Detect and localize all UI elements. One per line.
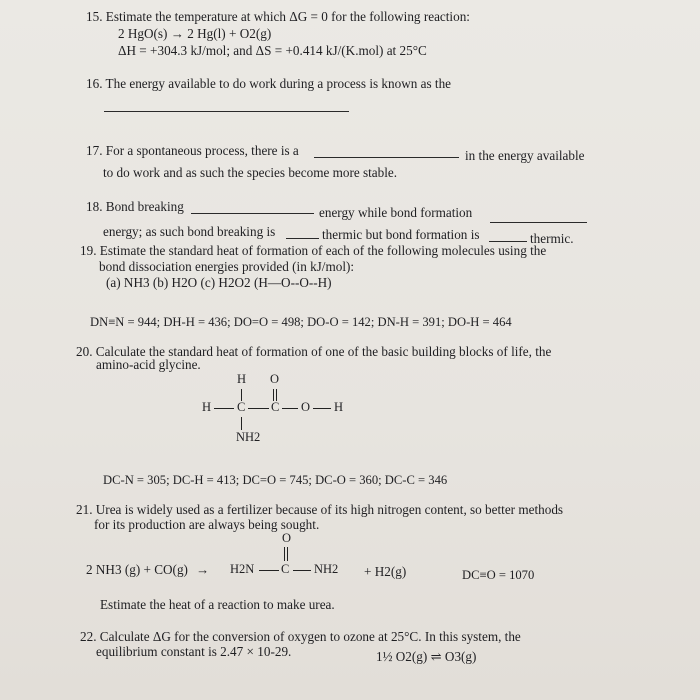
q19-line1: 19. Estimate the standard heat of formation of each of the following molecules using the [80, 243, 547, 258]
glycine-o-right: O [301, 400, 311, 414]
q20-line2: amino-acid glycine. [96, 357, 201, 372]
glycine-structure [200, 372, 360, 450]
q17-text-c: to do work and as such the species become more stable. [103, 165, 398, 180]
q15-reaction: 2 HgO(s) → 2 Hg(l) + O2(g) [118, 26, 272, 41]
urea-co-double-a [284, 547, 285, 561]
q19-molecules: (a) NH3 (b) H2O (c) H2O2 (H—O--O--H) [106, 275, 332, 290]
q21-line1: 21. Urea is widely used as a fertilizer because of its high nitrogen content, so better methods [76, 502, 564, 517]
q22-reaction: 1½ O2(g) ⇌ O3(g) [376, 649, 477, 664]
glycine-nh2: NH2 [236, 430, 261, 444]
bond-c1-n [241, 417, 242, 430]
urea-c: C [281, 562, 290, 576]
q21-arrow: → [196, 562, 210, 577]
q18-text-b: energy while bond formation [319, 205, 473, 220]
glycine-o-top: O [270, 372, 280, 386]
glycine-h-left: H [202, 400, 212, 414]
q17-answer-blank[interactable] [314, 157, 459, 158]
q15-thermo-data: ΔH = +304.3 kJ/mol; and ΔS = +0.414 kJ/(K.mol) at 25°C [118, 43, 427, 58]
q17-text-a: 17. For a spontaneous process, there is a [86, 143, 299, 158]
urea-nh2: NH2 [314, 562, 339, 576]
q21-line3: Estimate the heat of a reaction to make urea. [100, 597, 335, 612]
bond-o-h [313, 408, 331, 409]
bond-h-c1 [214, 408, 234, 409]
q21-line2: for its production are always being sought. [94, 517, 320, 532]
bond-c2-o [282, 408, 298, 409]
urea-co-double-b [287, 547, 288, 561]
urea-structure [230, 531, 350, 581]
q22-line1: 22. Calculate ΔG for the conversion of oxygen to ozone at 25°C. In this system, the [80, 629, 521, 644]
urea-bond-right [293, 570, 311, 571]
bond-c1-c2 [248, 408, 269, 409]
q21-h2: + H2(g) [364, 564, 407, 579]
q18-blank-breaking[interactable] [191, 213, 314, 214]
q18-blank-breaking-thermic[interactable] [286, 238, 319, 239]
q18-text-d: thermic but bond formation is [322, 227, 480, 242]
q16-text: 16. The energy available to do work during a process is known as the [86, 76, 452, 91]
glycine-c2: C [271, 400, 280, 414]
q18-text-c: energy; as such bond breaking is [103, 224, 276, 239]
urea-bond-left [259, 570, 279, 571]
q17-text-b: in the energy available [465, 148, 585, 163]
q15-text: 15. Estimate the temperature at which ΔG = 0 for the following reaction: [86, 9, 470, 24]
q18-text-e: thermic. [530, 231, 574, 246]
q19-line2: bond dissociation energies provided (in kJ/mol): [99, 259, 355, 274]
glycine-c1: C [237, 400, 246, 414]
q21-bond-energy: DC≡O = 1070 [462, 568, 535, 582]
urea-o: O [282, 531, 292, 545]
q19-bond-energies: DN≡N = 944; DH-H = 436; DO=O = 498; DO-O = 142; DN-H = 391; DO-H = 464 [90, 315, 512, 329]
q21-reactants: 2 NH3 (g) + CO(g) [86, 562, 188, 577]
glycine-h-right: H [334, 400, 344, 414]
q16-answer-blank[interactable] [104, 111, 349, 112]
q22-line2: equilibrium constant is 2.47 × 10-29. [96, 644, 292, 659]
urea-h2n: H2N [230, 562, 255, 576]
q20-bond-energies: DC-N = 305; DC-H = 413; DC=O = 745; DC-O = 360; DC-C = 346 [103, 473, 448, 487]
q18-blank-formation[interactable] [490, 222, 587, 223]
q18-blank-formation-thermic[interactable] [489, 241, 527, 242]
q18-text-a: 18. Bond breaking [86, 199, 184, 214]
glycine-h-top: H [237, 372, 247, 386]
q20-line1: 20. Calculate the standard heat of formation of one of the basic building blocks of life, the [76, 344, 552, 359]
